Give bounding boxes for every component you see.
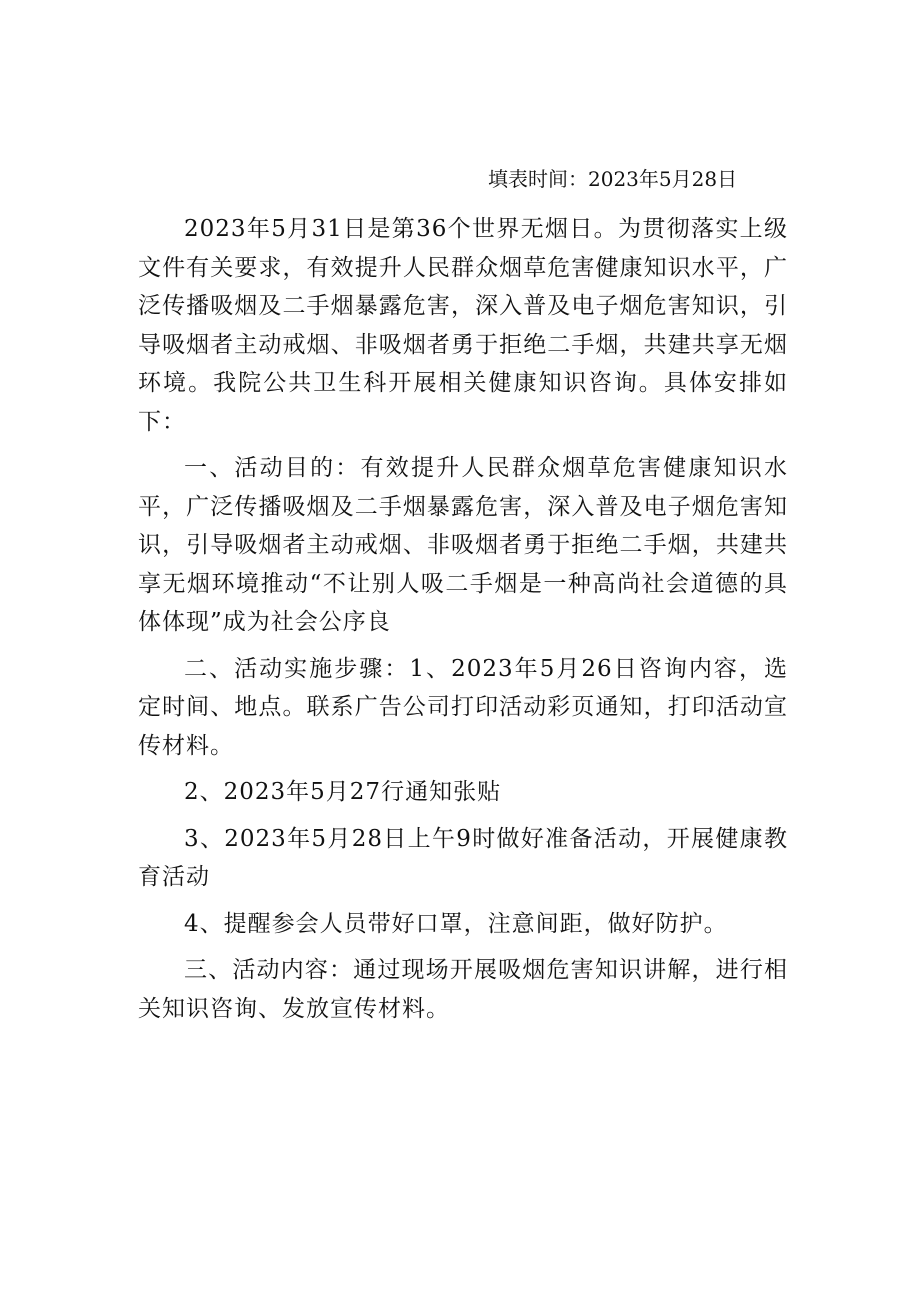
paragraph-content: 三、活动内容：通过现场开展吸烟危害知识讲解，进行相关知识咨询、发放宣传材料。: [138, 957, 788, 1022]
fill-date: 填表时间：2023年5月28日: [488, 167, 738, 191]
paragraph-purpose: 一、活动目的：有效提升人民群众烟草危害健康知识水平，广泛传播吸烟及二手烟暴露危害，深入普及电子烟危害知识，引导吸烟者主动戒烟、非吸烟者勇于拒绝二手烟，共建共享无烟环境推动“不让别人吸二手烟是一种高尚社会道德的具体体现”成为社会公序良: [138, 455, 788, 635]
paragraph-step-2: 2、2023年5月27行通知张贴: [184, 779, 502, 805]
paragraph-steps: 二、活动实施步骤：1、2023年5月26日咨询内容，选定时间、地点。联系广告公司打印活动彩页通知，打印活动宣传材料。: [138, 655, 788, 759]
paragraph-step-3: 3、2023年5月28日上午9时做好准备活动，开展健康教育活动: [138, 825, 788, 890]
document-body: [138, 210, 788, 1028]
paragraph-intro: 2023年5月31日是第36个世界无烟日。为贯彻落实上级文件有关要求，有效提升人民群众烟草危害健康知识水平，广泛传播吸烟及二手烟暴露危害，深入普及电子烟危害知识，引导吸烟者主动戒烟、非吸烟者勇于拒绝二手烟，共建共享无烟环境。我院公共卫生科开展相关健康知识咨询。具体安排如下：: [138, 216, 788, 435]
paragraph-step-4: 4、提醒参会人员带好口罩，注意间距，做好防护。: [184, 910, 728, 937]
